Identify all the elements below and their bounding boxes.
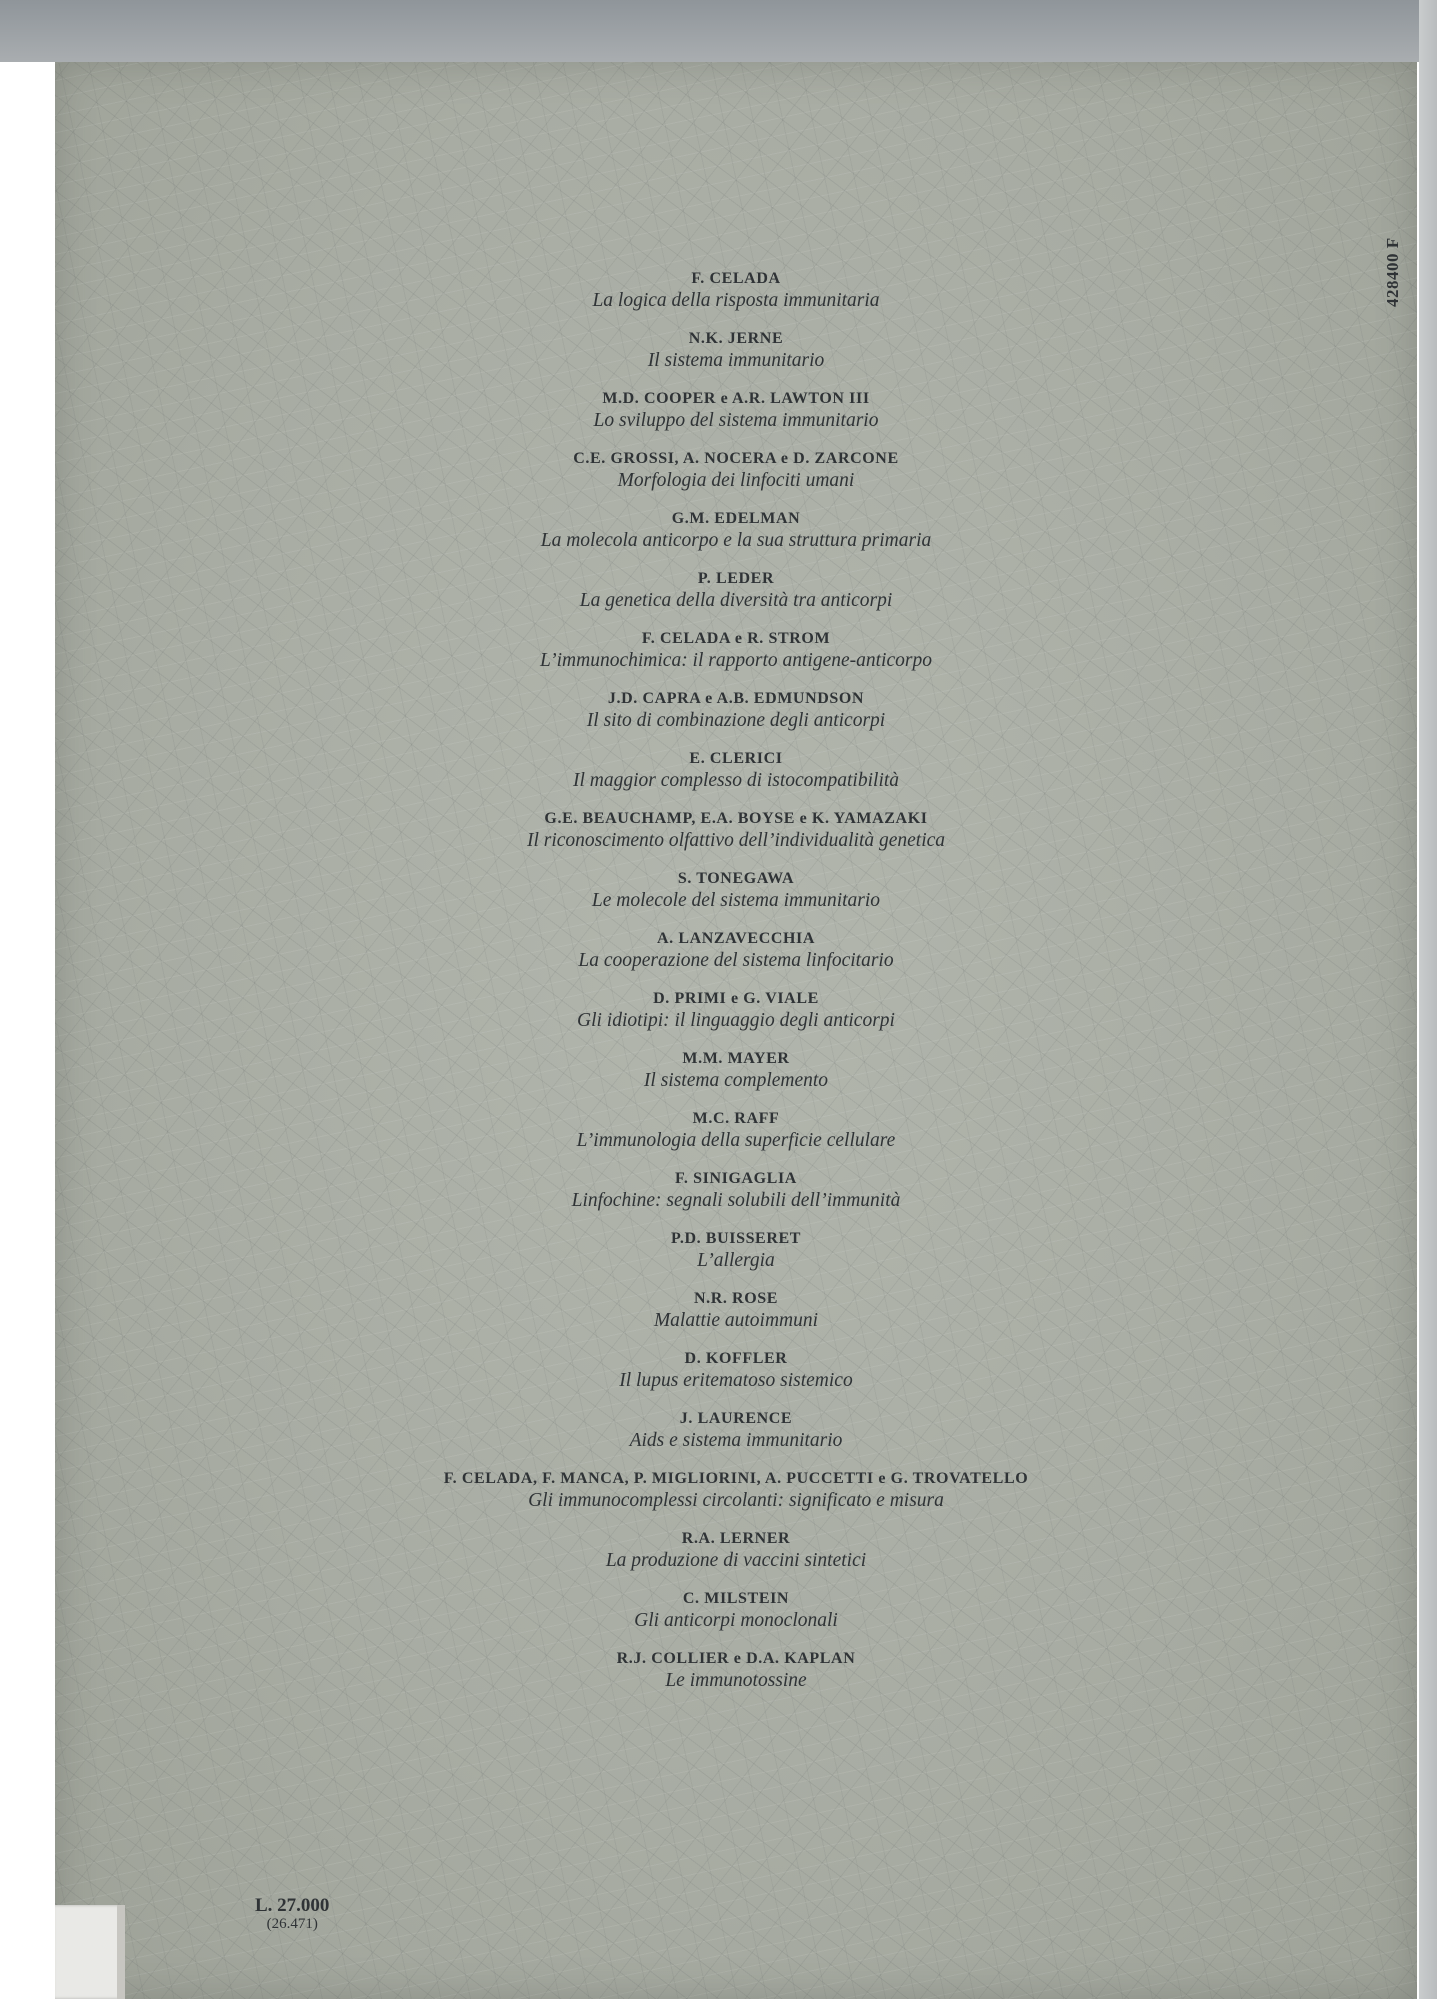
entry-author: J.D. CAPRA e A.B. EDMUNDSON [607,690,865,707]
entry-author: N.R. ROSE [693,1290,779,1307]
contents-entry [55,389,1417,449]
torn-sticker-edge [117,1905,125,1999]
entry-author: C.E. GROSSI, A. NOCERA e D. ZARCONE [573,450,899,467]
price-alt: (26.471) [266,1916,318,1932]
entry-title: Gli anticorpi monoclonali [634,1610,838,1631]
entry-title: L’immunochimica: il rapporto antigene-anticorpo [540,650,932,671]
entry-author: F. CELADA, F. MANCA, P. MIGLIORINI, A. PUCCETTI e G. TROVATELLO [443,1470,1029,1487]
entry-title: L’allergia [697,1250,775,1271]
contents-entry [55,1049,1417,1109]
entry-title: La cooperazione del sistema linfocitario [578,950,894,971]
entry-title: La logica della risposta immunitaria [592,290,880,311]
entry-title: Linfochine: segnali solubili dell’immunità [571,1190,901,1211]
entry-author: N.K. JERNE [688,330,784,347]
contents-entry [55,1589,1417,1649]
entry-author: R.A. LERNER [681,1530,791,1547]
entry-title: Il maggior complesso di istocompatibilità [572,770,900,791]
entry-title: Il lupus eritematoso sistemico [619,1370,853,1391]
entry-author: G.M. EDELMAN [671,510,801,527]
contents-entry [55,1289,1417,1349]
entry-title: Il sistema immunitario [647,350,825,371]
contents-entry [55,989,1417,1049]
contents-entry [55,1229,1417,1289]
entry-title: Il riconoscimento olfattivo dell’individualità genetica [526,830,946,851]
contents-entry [55,329,1417,389]
entry-title: Le molecole del sistema immunitario [591,890,881,911]
price-lire: L. 27.000 [255,1895,330,1916]
entry-author: S. TONEGAWA [677,870,795,887]
entry-author: M.C. RAFF [692,1110,780,1127]
contents-entry [55,569,1417,629]
contents-entry [55,1649,1417,1709]
contents-entry [55,1409,1417,1469]
contents-entry [55,749,1417,809]
entry-title: Malattie autoimmuni [653,1310,819,1331]
entry-author: R.J. COLLIER e D.A. KAPLAN [616,1650,856,1667]
scanner-background-top [0,0,1437,62]
entry-title: Gli idiotipi: il linguaggio degli anticorpi [577,1010,895,1031]
contents-entry [55,1529,1417,1589]
entry-title: Lo sviluppo del sistema immunitario [593,410,879,431]
scanner-background-right [1419,0,1437,1999]
contents-entry [55,1349,1417,1409]
contents-entry [55,449,1417,509]
entry-title: Il sistema complemento [643,1070,829,1091]
entry-author: M.M. MAYER [682,1050,790,1067]
entry-author: F. CELADA e R. STROM [641,630,831,647]
entry-title: Aids e sistema immunitario [629,1430,843,1451]
entry-author: P. LEDER [697,570,775,587]
entry-title: Gli immunocomplessi circolanti: significato e misura [528,1490,944,1511]
entry-author: D. KOFFLER [684,1350,788,1367]
torn-sticker [55,1905,125,1999]
entry-title: Le immunotossine [665,1670,807,1691]
entry-title: La molecola anticorpo e la sua struttura primaria [540,530,932,551]
entry-author: F. SINIGAGLIA [675,1170,797,1187]
entry-author: P.D. BUISSERET [670,1230,802,1247]
entry-title: La genetica della diversità tra anticorpi [579,590,893,611]
contents-entry [55,509,1417,569]
entry-author: D. PRIMI e G. VIALE [653,990,819,1007]
entry-author: C. MILSTEIN [682,1590,790,1607]
table-of-contents [55,269,1417,1709]
back-cover [55,62,1417,1999]
entry-title: Morfologia dei linfociti umani [617,470,855,491]
entry-author: G.E. BEAUCHAMP, E.A. BOYSE e K. YAMAZAKI [544,810,928,827]
contents-entry [55,1469,1417,1529]
entry-author: F. CELADA [691,270,781,287]
entry-author: M.D. COOPER e A.R. LAWTON III [602,390,870,407]
contents-entry [55,1109,1417,1169]
entry-title: L’immunologia della superficie cellulare [576,1130,896,1151]
entry-author: J. LAURENCE [679,1410,793,1427]
entry-author: A. LANZAVECCHIA [656,930,816,947]
entry-author: E. CLERICI [689,750,783,767]
contents-entry [55,869,1417,929]
contents-entry [55,269,1417,329]
contents-entry [55,1169,1417,1229]
catalog-code: 428400 F [1383,237,1402,307]
contents-entry [55,689,1417,749]
entry-title: Il sito di combinazione degli anticorpi [586,710,886,731]
entry-title: La produzione di vaccini sintetici [605,1550,867,1571]
contents-entry [55,629,1417,689]
contents-entry [55,929,1417,989]
contents-entry [55,809,1417,869]
price-box [255,1896,329,1933]
